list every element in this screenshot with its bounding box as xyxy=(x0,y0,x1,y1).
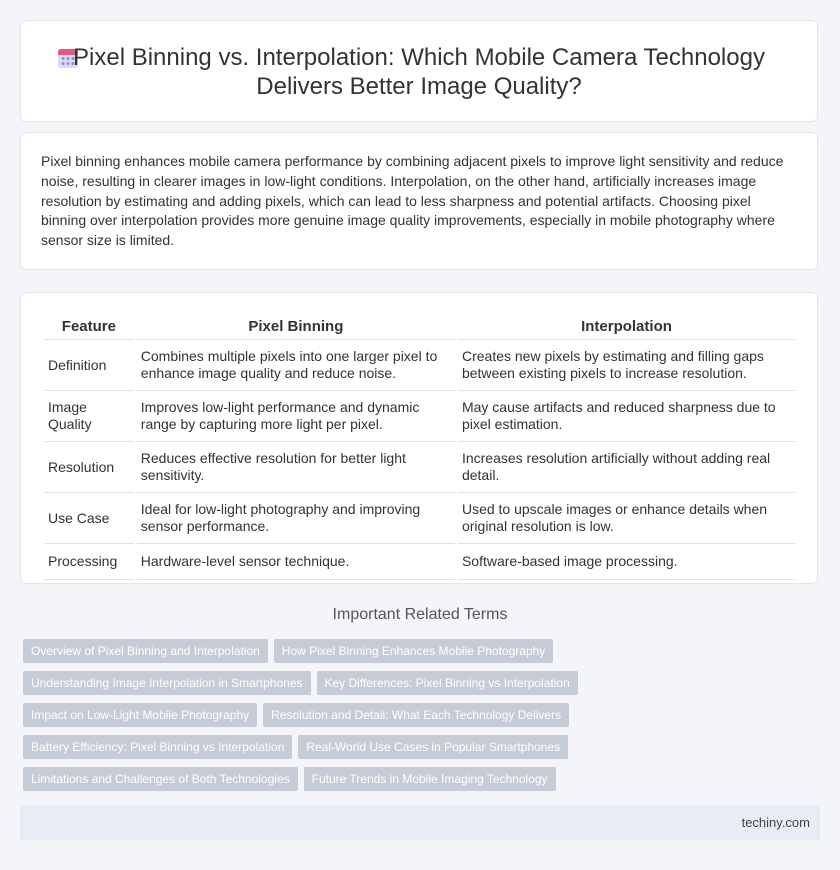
feature-cell: Processing xyxy=(44,544,134,580)
header-pixel-binning: Pixel Binning xyxy=(137,313,455,340)
pixel-binning-cell: Reduces effective resolution for better light sensitivity. xyxy=(137,442,455,493)
footer-site-link[interactable]: techiny.com xyxy=(741,815,810,830)
footer xyxy=(20,806,820,840)
pixel-binning-cell: Ideal for low-light photography and improving sensor performance. xyxy=(137,493,455,544)
interpolation-cell: May cause artifacts and reduced sharpness due to pixel estimation. xyxy=(458,391,795,442)
intro-paragraph: Pixel binning enhances mobile camera performance by combining adjacent pixels to improve light sensitivity and reduce noise, resulting in clearer images in low-light conditions. Interpolation, on the other hand, artificially increases image resolution by estimating and adding pixels, which can lead to less sharpness and potential artifacts. Choosing pixel binning over interpolation provides more genuine image quality improvements, especially in mobile photography where sensor size is limited. xyxy=(41,153,784,249)
related-term-tag[interactable]: Impact on Low-Light Mobile Photography xyxy=(23,703,257,727)
table-row xyxy=(44,544,795,580)
table-row xyxy=(44,493,795,544)
related-term-tag[interactable]: Real-World Use Cases in Popular Smartphones xyxy=(298,735,568,759)
interpolation-cell: Increases resolution artificially without adding real detail. xyxy=(458,442,795,493)
pixel-binning-cell: Hardware-level sensor technique. xyxy=(137,544,455,580)
related-term-tag[interactable]: Overview of Pixel Binning and Interpolation xyxy=(23,639,268,663)
related-terms-list xyxy=(23,639,583,799)
related-term-tag[interactable]: Understanding Image Interpolation in Smartphones xyxy=(23,671,311,695)
table-row xyxy=(44,391,795,442)
related-term-tag[interactable]: Key Differences: Pixel Binning vs Interpolation xyxy=(317,671,578,695)
intro-card xyxy=(20,132,818,270)
comparison-card xyxy=(20,292,818,584)
pixel-binning-cell: Combines multiple pixels into one larger pixel to enhance image quality and reduce noise. xyxy=(137,340,455,391)
header-feature: Feature xyxy=(44,313,134,340)
header-card xyxy=(20,20,818,122)
feature-cell: Definition xyxy=(44,340,134,391)
related-terms-title: Important Related Terms xyxy=(332,606,508,623)
pixel-binning-cell: Improves low-light performance and dynamic range by capturing more light per pixel. xyxy=(137,391,455,442)
comparison-table xyxy=(41,313,798,580)
related-term-tag[interactable]: Battery Efficiency: Pixel Binning vs Interpolation xyxy=(23,735,292,759)
interpolation-cell: Used to upscale images or enhance details when original resolution is low. xyxy=(458,493,795,544)
feature-cell: Resolution xyxy=(44,442,134,493)
related-term-tag[interactable]: Resolution and Detail: What Each Technology Delivers xyxy=(263,703,569,727)
feature-cell: Use Case xyxy=(44,493,134,544)
related-term-tag[interactable]: Future Trends in Mobile Imaging Technology xyxy=(304,767,556,791)
table-row xyxy=(44,340,795,391)
header-interpolation: Interpolation xyxy=(458,313,795,340)
related-term-tag[interactable]: Limitations and Challenges of Both Technologies xyxy=(23,767,298,791)
interpolation-cell: Creates new pixels by estimating and filling gaps between existing pixels to increase resolution. xyxy=(458,340,795,391)
table-row xyxy=(44,442,795,493)
feature-cell: Image Quality xyxy=(44,391,134,442)
page-title-line1: Pixel Binning vs. Interpolation: Which Mobile Camera Technology xyxy=(73,44,765,71)
page-title-line2: Delivers Better Image Quality? xyxy=(256,73,582,100)
page-title xyxy=(21,43,817,101)
related-term-tag[interactable]: How Pixel Binning Enhances Mobile Photography xyxy=(274,639,554,663)
interpolation-cell: Software-based image processing. xyxy=(458,544,795,580)
